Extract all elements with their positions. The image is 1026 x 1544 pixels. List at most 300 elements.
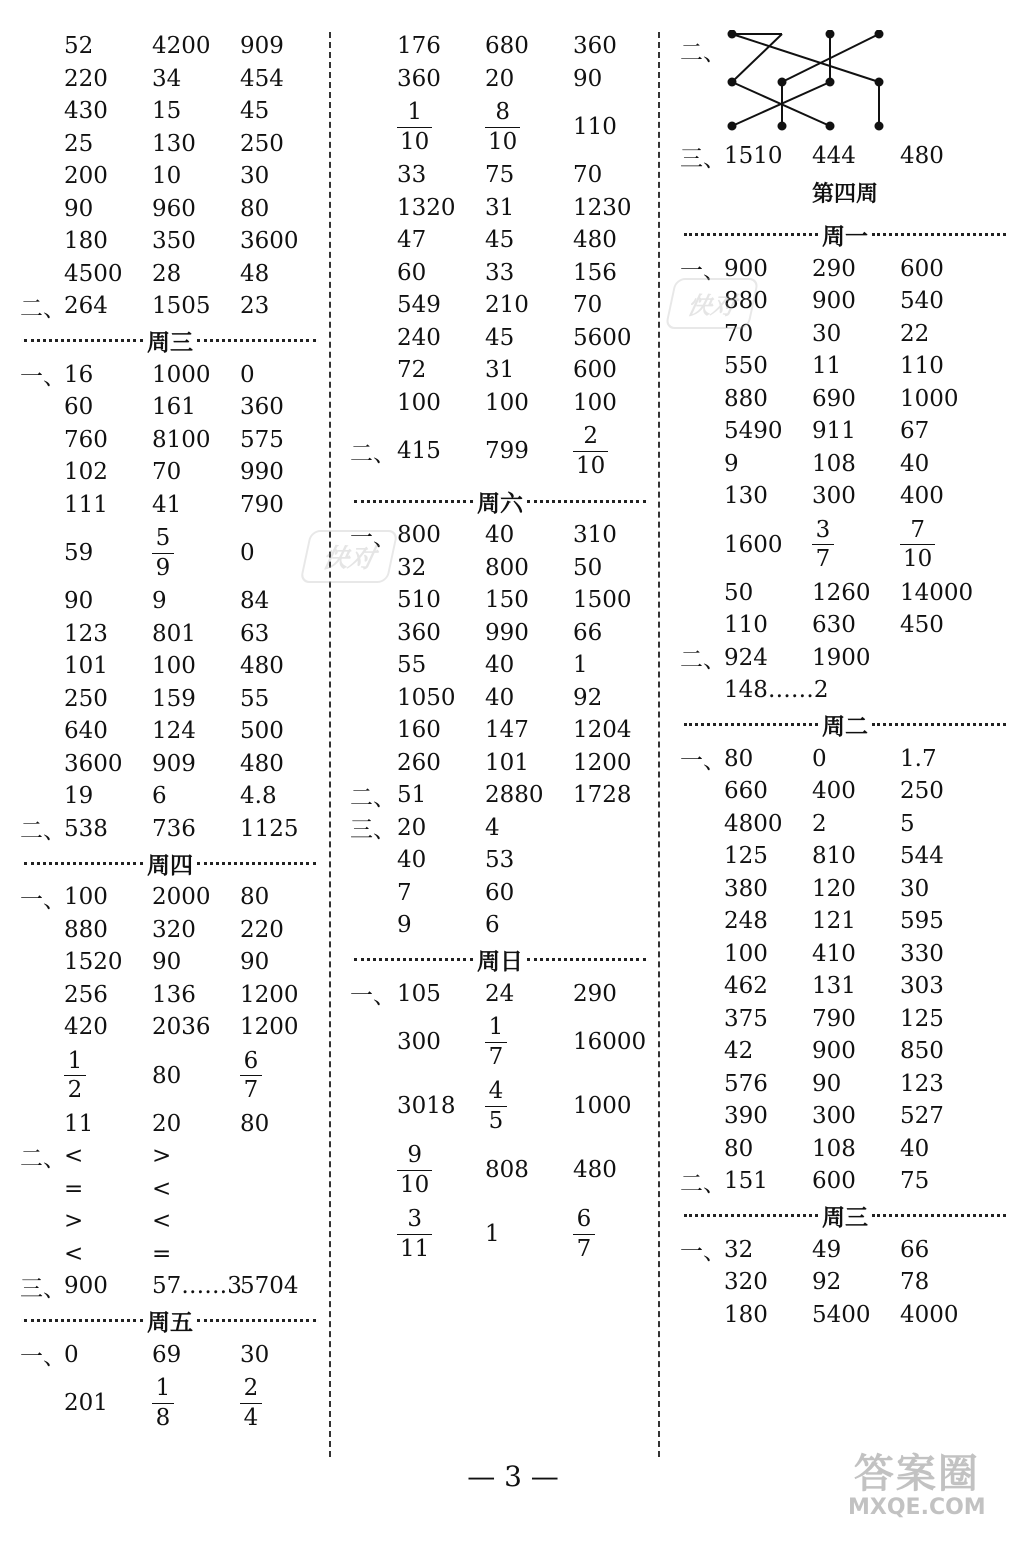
fraction-bar [900,544,935,545]
answer-cell: 900 [812,288,856,315]
answer-cell: 32 [397,554,427,581]
answer-cell: 110 [900,353,944,380]
answer-row [20,193,320,226]
fraction-numerator: 6 [576,1206,592,1233]
answer-cell: 100 [397,389,441,416]
answer-cell: 1000 [900,385,959,412]
answer-row [20,63,320,96]
answer-cell: 600 [812,1168,856,1195]
answer-cell: 880 [724,288,768,315]
answer-row [350,714,650,747]
answer-row [350,978,650,1011]
answer-cell: 911 [812,418,856,445]
answer-row [350,289,650,322]
answer-cell: 159 [152,685,196,712]
answer-cell [900,517,980,573]
answer-row [20,780,320,813]
answer-cell: 320 [724,1269,768,1296]
answer-cell [397,1142,485,1198]
answer-row [680,140,1010,173]
watermark-logo: 快对 [665,278,760,329]
dotted-leader [872,233,1006,236]
question-label: 一、 [20,886,66,913]
answer-cell: 1900 [812,644,871,671]
answer-cell: 4800 [724,810,783,837]
answer-cell: > [152,1143,172,1170]
answer-cell [240,1375,320,1431]
answer-cell: 1000 [573,1093,632,1119]
fraction-denominator: 8 [155,1404,171,1431]
dotted-leader [684,723,818,726]
answer-row [350,617,650,650]
answer-cell: 120 [812,875,856,902]
answer-cell [397,1206,485,1262]
answer-row [20,748,320,781]
answer-cell: 1320 [397,194,456,221]
fraction [485,1014,507,1070]
answer-row [20,683,320,716]
answer-cell: 200 [64,163,108,190]
answer-cell: 16000 [573,1029,647,1055]
answer-row [680,674,1010,707]
day-section-header [680,1198,1010,1234]
answer-cell: 110 [724,612,768,639]
answer-cell: 9 [724,450,739,477]
fraction-bar [64,1075,86,1076]
fraction-numerator: 2 [583,423,598,450]
dotted-leader [24,862,143,865]
answer-row [20,1238,320,1271]
answer-row [350,354,650,387]
answer-cell: 180 [724,1301,768,1328]
answer-cell: 32 [724,1236,754,1263]
answer-cell: 390 [724,1103,768,1130]
answer-cell: 210 [485,292,529,319]
answer-cell: 630 [812,612,856,639]
answer-cell [152,525,240,581]
answer-cell: 80 [240,195,270,222]
answer-cell: 380 [724,875,768,902]
fraction-numerator: 1 [488,1014,504,1041]
answer-row [20,521,320,585]
answer-cell: 480 [240,653,284,680]
answer-cell: 136 [152,981,196,1008]
answer-cell: 33 [397,162,427,189]
answer-cell: 55 [397,652,427,679]
answer-cell: 800 [397,522,441,549]
answer-row [680,1035,1010,1068]
answer-cell: 20 [485,65,515,92]
answer-cell: 33 [485,259,515,286]
question-label: 二、 [680,1170,726,1197]
dotted-leader [24,339,143,342]
answer-cell: 4 [485,814,500,841]
answer-cell: 360 [397,619,441,646]
answer-cell [573,423,653,479]
answer-cell [152,1375,240,1431]
question-label: 二、 [20,818,66,845]
matching-line [732,34,879,82]
answer-cell: 20 [397,814,427,841]
answer-cell: 52 [64,33,94,60]
fraction-numerator: 1 [155,1375,171,1402]
question-label: 一、 [350,983,396,1010]
answer-cell: 360 [240,394,284,421]
answer-cell: 80 [724,1135,754,1162]
answer-cell: 25 [64,130,94,157]
fraction-bar [240,1075,262,1076]
answer-cell: 7 [397,879,412,906]
answer-cell: 880 [64,916,108,943]
answer-cell: 527 [900,1103,944,1130]
fraction-bar [397,127,432,128]
answer-cell: 131 [812,973,856,1000]
answer-row [680,1003,1010,1036]
matching-dot [728,30,737,39]
answer-cell: 156 [573,259,617,286]
matching-dot [728,122,737,131]
answer-row [680,1234,1010,1267]
answer-cell: 480 [900,143,944,170]
answer-cell: 55 [240,685,270,712]
answer-cell: 5490 [724,418,783,445]
answer-cell: 40 [485,684,515,711]
answer-cell: 850 [900,1038,944,1065]
dotted-leader [24,1319,143,1322]
fraction [240,1375,262,1431]
answer-cell: 4000 [900,1301,959,1328]
answer-row [350,419,650,483]
answer-cell: 20 [152,1110,182,1137]
answer-cell: 30 [240,1341,270,1368]
answer-cell: 8100 [152,426,211,453]
answer-row [680,873,1010,906]
answer-row [350,159,650,192]
answer-row [20,650,320,683]
fraction [900,517,935,573]
fraction-numerator: 7 [910,516,925,543]
answer-cell: = [64,1175,84,1202]
answer-cell [573,1206,653,1262]
answer-cell: 330 [900,940,944,967]
fraction-bar [152,553,174,554]
answer-row [680,480,1010,513]
answer-cell: 30 [812,320,842,347]
fraction-numerator: 4 [488,1078,504,1105]
fraction-bar [397,1234,432,1235]
answer-cell: 909 [240,33,284,60]
fraction [397,1142,432,1198]
dotted-leader [354,500,473,503]
question-label: 三、 [680,145,726,172]
answer-cell: 47 [397,227,427,254]
answer-cell: 100 [573,389,617,416]
answer-cell: 900 [64,1273,108,1300]
answer-cell: 1200 [240,1014,299,1041]
week-heading: 第四周 [811,181,878,207]
answer-row [350,909,650,942]
answer-cell: 22 [900,320,930,347]
answer-cell: 240 [397,324,441,351]
fraction-denominator: 11 [400,1235,430,1262]
answer-row [680,577,1010,610]
answer-cell: 808 [485,1157,529,1183]
answer-cell: 300 [812,483,856,510]
answer-cell: 60 [397,259,427,286]
answer-cell: 375 [724,1005,768,1032]
fraction-denominator: 5 [488,1107,504,1134]
answer-cell: 800 [485,554,529,581]
fraction-denominator: 9 [155,554,171,581]
answer-cell: 450 [900,612,944,639]
answer-cell: 510 [397,587,441,614]
answer-cell: 31 [485,357,515,384]
answer-cell: < [64,1143,84,1170]
answer-cell: 1 [485,1221,500,1247]
answer-cell: 575 [240,426,284,453]
answer-cell: 544 [900,843,944,870]
answer-row [20,95,320,128]
fraction-numerator: 3 [815,516,831,543]
fraction-numerator: 6 [243,1047,259,1074]
answer-row [680,938,1010,971]
answer-cell: 92 [573,684,603,711]
answer-cell: 130 [724,483,768,510]
dotted-leader [354,958,473,961]
answer-row [20,290,320,323]
answer-cell: 19 [64,783,94,810]
fraction-denominator: 7 [488,1043,504,1070]
answer-cell: 264 [64,293,108,320]
answer-cell: 5 [900,810,915,837]
answer-row [20,359,320,392]
fraction-denominator: 10 [400,128,430,155]
answer-row [20,1371,320,1435]
answer-cell: 550 [724,353,768,380]
answer-cell: 50 [573,554,603,581]
answer-cell: 480 [573,227,617,254]
answer-cell: 48 [240,260,270,287]
answer-row [20,1044,320,1108]
answer-cell: > [64,1208,84,1235]
day-title: 周六 [477,489,523,517]
answer-cell: 90 [64,195,94,222]
question-label: 一、 [680,748,726,775]
answer-cell: 4200 [152,33,211,60]
answer-row [20,1011,320,1044]
answer-cell: 151 [724,1168,768,1195]
question-label: 二、 [350,784,396,811]
answer-row [20,1270,320,1303]
answer-cell: 70 [573,292,603,319]
fraction [485,1078,507,1134]
answer-cell: 0 [240,361,255,388]
answer-cell: 53 [485,847,515,874]
answer-cell: 10 [152,163,182,190]
answer-cell: 480 [240,750,284,777]
answer-row [20,489,320,522]
answer-cell: 4.8 [240,783,277,810]
answer-cell: 924 [724,644,768,671]
site-watermark-url: MXQE.COM [848,1495,986,1520]
answer-cell: 6 [152,783,167,810]
answer-row [350,387,650,420]
answer-cell: 1 [573,652,588,679]
answer-cell: 45 [485,227,515,254]
answer-cell: 51 [397,782,427,809]
answer-cell: 736 [152,815,196,842]
answer-cell: 500 [240,718,284,745]
answer-cell: 111 [64,491,108,518]
answer-row [680,513,1010,577]
fraction [812,517,834,573]
answer-cell: < [152,1208,172,1235]
answer-row [20,1339,320,1372]
answer-cell: 31 [485,194,515,221]
answer-cell: 125 [900,1005,944,1032]
fraction [397,1206,432,1262]
answer-cell: 5400 [812,1301,871,1328]
answer-cell: 256 [64,981,108,1008]
answer-cell: 250 [64,685,108,712]
fraction-bar [485,1042,507,1043]
answer-cell: 420 [64,1014,108,1041]
page-number: — 3 — [467,1460,559,1493]
answer-cell: 660 [724,778,768,805]
fraction [485,99,520,155]
answer-row [680,808,1010,841]
answer-cell: 595 [900,908,944,935]
answer-cell: 576 [724,1070,768,1097]
answer-row [680,970,1010,1003]
dotted-leader [684,1214,818,1217]
answer-cell: 810 [812,843,856,870]
answer-cell: 1200 [240,981,299,1008]
answer-cell: 57……3 [152,1273,242,1300]
answer-row [350,192,650,225]
answer-cell: 41 [152,491,182,518]
fraction-bar [812,544,834,545]
answer-cell: 90 [64,588,94,615]
answer-cell: 11 [64,1110,94,1137]
day-title: 周一 [822,223,868,250]
fraction-bar [397,1170,432,1171]
question-label: 三、 [20,1275,66,1302]
answer-cell: 100 [64,884,108,911]
day-title: 周二 [822,713,868,740]
answer-cell: 303 [900,973,944,1000]
answer-cell: 220 [240,916,284,943]
day-section-header [20,1303,320,1339]
answer-cell: 680 [485,33,529,60]
answer-cell: 410 [812,940,856,967]
answer-row [20,225,320,258]
answer-cell: 300 [812,1103,856,1130]
answer-cell: 248 [724,908,768,935]
matching-dot [875,122,884,131]
answer-row [350,224,650,257]
answer-cell: 148……2 [724,677,829,704]
answer-cell [397,99,485,155]
fraction-bar [240,1403,262,1404]
answer-row [350,844,650,877]
answer-row [20,1140,320,1173]
answer-row [350,95,650,159]
answer-row [680,1266,1010,1299]
answer-cell: 161 [152,394,196,421]
dotted-leader [527,958,646,961]
answer-cell: 100 [485,389,529,416]
answer-cell: 180 [64,228,108,255]
answer-row [20,258,320,291]
question-label: 一、 [680,1239,726,1266]
fraction-numerator: 8 [495,99,510,126]
answer-cell: 66 [573,619,603,646]
answer-cell: 990 [240,459,284,486]
answer-cell: 42 [724,1038,754,1065]
answer-cell: 28 [152,260,182,287]
day-title: 周三 [822,1204,868,1231]
answer-cell: 102 [64,459,108,486]
answer-cell: 90 [240,949,270,976]
answer-cell [812,517,900,573]
answer-cell: 480 [573,1157,617,1183]
fraction [573,1206,595,1262]
answer-cell: 125 [724,843,768,870]
fraction-numerator: 1 [407,99,422,126]
matching-dot [826,30,835,39]
answer-row [20,979,320,1012]
answer-cell: 690 [812,385,856,412]
answer-cell: 790 [240,491,284,518]
answer-row [20,456,320,489]
column-divider [329,32,331,1457]
answer-cell: 30 [240,163,270,190]
answer-cell: 45 [240,98,270,125]
answer-cell: 160 [397,717,441,744]
answer-cell: 6 [485,912,500,939]
question-label: 二、 [20,295,66,322]
answer-row [20,813,320,846]
answer-cell: 45 [485,324,515,351]
answer-cell: 640 [64,718,108,745]
dotted-leader [872,1214,1006,1217]
day-section-header [20,845,320,881]
fraction-denominator: 2 [67,1077,83,1103]
answer-cell: 23 [240,293,270,320]
answer-cell: 1125 [240,815,299,842]
answer-row [350,682,650,715]
answer-cell: 40 [485,522,515,549]
answer-cell: 9 [152,588,167,615]
answer-row [680,1068,1010,1101]
answer-cell: 0 [812,745,827,772]
fraction-denominator: 10 [488,128,518,155]
day-title: 周五 [147,1309,193,1336]
answer-cell: 900 [724,255,768,282]
fraction [64,1048,86,1104]
answer-column-3 [680,30,1010,1331]
fraction-bar [152,1403,174,1404]
answer-row [20,1205,320,1238]
answer-cell: 147 [485,717,529,744]
day-title: 周四 [147,851,193,879]
answer-row [20,128,320,161]
question-label: 二、 [20,1145,66,1172]
answer-cell: 960 [152,195,196,222]
answer-row [680,840,1010,873]
answer-cell: 59 [64,540,94,566]
